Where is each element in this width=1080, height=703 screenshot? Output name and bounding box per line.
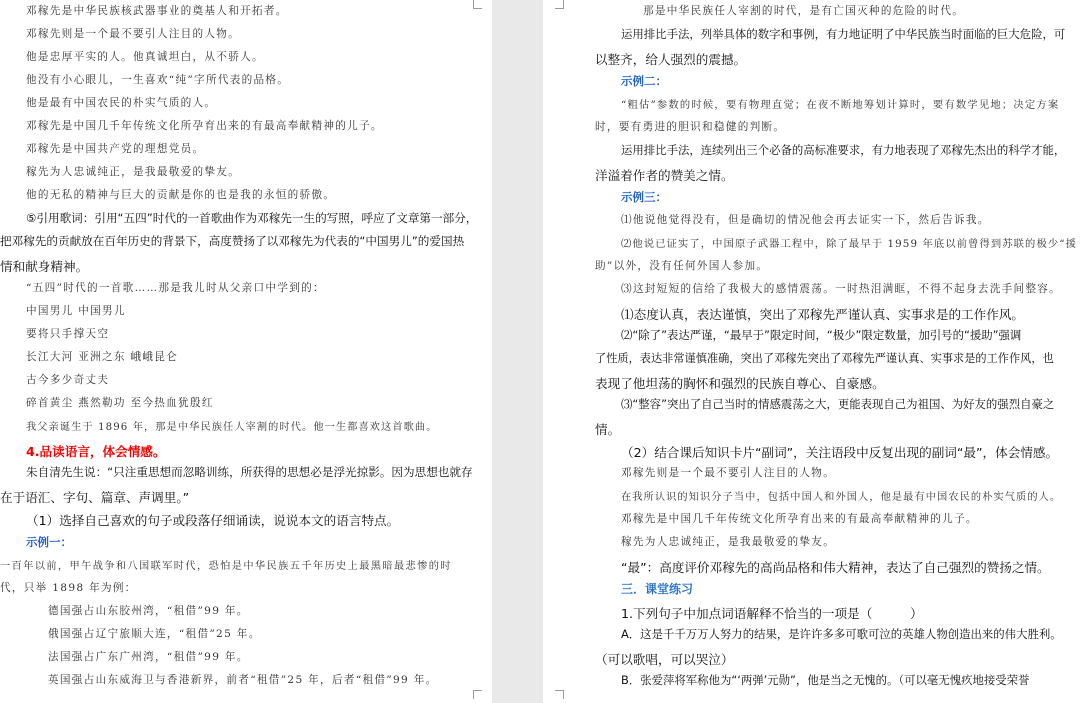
option-line: B．张爱萍将军称他为“‘两弹’元勋”，他是当之无愧的。（可以毫无愧疚地接受荣誉: [621, 673, 1030, 687]
body-paragraph-line: “最”：高度评价邓稼先的高尚品格和伟大精神，表达了自己强烈的赞扬之情。: [621, 560, 1050, 575]
quote-line: 邓稼先是中国几千年传统文化所孕育出来的有最高奉献精神的儿子。: [621, 513, 978, 525]
list-line: 法国强占广东广州湾，“租借”99 年。: [48, 651, 249, 663]
quote-line: 一百年以前，甲午战争和八国联军时代，恐怕是中华民族五千年历史上最黑暗最悲惨的时: [0, 561, 452, 572]
list-line: 英国强占山东威海卫与香港新界，前者“租借”25 年，后者“租借”99 年。: [48, 674, 438, 686]
body-paragraph-line: （1）选择自己喜欢的句子或段落仔细诵读，说说本文的语言特点。: [26, 513, 400, 528]
page-corner-mark: [473, 690, 482, 699]
quote-line: ⑵他说已证实了，中国原子武器工程中，除了最早于 1959 年底以前曾得到苏联的极少“援: [621, 238, 1078, 250]
quote-line: 我父亲诞生于 1896 年，那是中华民族任人宰割的时代。他一生都喜欢这首歌曲。: [26, 422, 438, 433]
list-line: 俄国强占辽宁旅顺大连，“租借”25 年。: [48, 628, 261, 640]
example-label: 示例一：: [26, 535, 72, 549]
body-paragraph-line: 运用排比手法，列举具体的数字和事例，有力地证明了中华民族当时面临的巨大危险，可: [621, 27, 1066, 41]
quote-line: 稼先为人忠诚纯正，是我最敬爱的挚友。: [621, 536, 836, 548]
analysis-line: ⑵“除了”表达严谨，“最早于”限定时间，“极少”限定数量，加引号的“援助”强调: [621, 328, 1022, 342]
quote-line: 邓稼先是中国几千年传统文化所孕育出来的有最高奉献精神的儿子。: [26, 120, 383, 132]
lyric-line: 古今多少奇丈夫: [26, 374, 110, 386]
quote-line: 时，要有勇进的胆识和稳健的判断。: [595, 121, 786, 133]
lyric-line: 碎首黄尘 燕然勒功 至今热血犹殷红: [26, 397, 214, 409]
left-document-page: [0, 0, 492, 703]
quote-line: 他没有小心眼儿，一生喜欢“纯”字所代表的品格。: [26, 74, 290, 86]
option-line: A．这是千千万万人努力的结果，是许许多多可歌可泣的英雄人物创造出来的伟大胜利。: [621, 627, 1062, 641]
quote-line: 邓稼先是中华民族核武器事业的奠基人和开拓者。: [26, 5, 288, 17]
lyric-line: 要将只手撑天空: [26, 328, 110, 340]
quote-line: ⑴他说他觉得没有，但是确切的情况他会再去证实一下，然后告诉我。: [621, 214, 990, 226]
quote-line: 那是中华民族任人宰割的时代，是有亡国灭种的危险的时代。: [643, 5, 965, 17]
list-line: 德国强占山东胶州湾，“租借”99 年。: [48, 605, 249, 617]
quote-line: 助”以外，没有任何外国人参加。: [595, 260, 769, 272]
section-heading: 4.品读语言，体会情感。: [26, 444, 166, 459]
page-corner-mark: [555, 690, 564, 699]
body-paragraph-line: 把邓稼先的贡献放在百年历史的背景下，高度赞扬了以邓稼先为代表的“中国男儿”的爱国热: [0, 234, 465, 248]
page-corner-mark: [555, 0, 564, 9]
lyric-line: 中国男儿 中国男儿: [26, 305, 126, 317]
quote-line: 稼先为人忠诚纯正，是我最敬爱的挚友。: [26, 166, 241, 178]
analysis-line: 表现了他坦荡的胸怀和强烈的民族自尊心、自豪感。: [595, 376, 885, 391]
body-paragraph-line: 朱自清先生说：“只注重思想而忽略训练，所获得的思想必是浮光掠影。因为思想也就存: [26, 465, 473, 479]
quote-line: 在我所认识的知识分子当中，包括中国人和外国人，他是最有中国农民的朴实气质的人。: [621, 492, 1062, 503]
body-paragraph-line: ⑤引用歌词：引用“五四”时代的一首歌曲作为邓稼先一生的写照，呼应了文章第一部分，: [26, 211, 478, 225]
section-heading: 三．课堂练习: [621, 582, 694, 596]
analysis-line: 了性质，表达非常谨慎准确，突出了邓稼先突出了邓稼先严谨认真、实事求是的工作作风，也: [595, 352, 1054, 365]
analysis-line: ⑶“整容”突出了自己当时的情感震荡之大，更能表现自己为祖国、为好友的强烈自豪之: [621, 397, 1055, 411]
quote-line: 他是最有中国农民的朴实气质的人。: [26, 97, 217, 109]
body-paragraph-line: 情和献身精神。: [0, 259, 89, 274]
example-label: 示例二：: [621, 74, 667, 88]
quote-line: 他是忠厚平实的人。他真诚坦白，从不骄人。: [26, 51, 264, 63]
body-paragraph-line: 以整齐，给人强烈的震撼。: [595, 52, 747, 67]
example-label: 示例三：: [621, 190, 667, 204]
body-paragraph-line: 洋溢着作者的赞美之情。: [595, 168, 734, 183]
body-paragraph-line: （2）结合课后知识卡片“副词”，关注语段中反复出现的副词“最”，体会情感。: [621, 445, 1059, 460]
quote-line: 他的无私的精神与巨大的贡献是你的也是我的永恒的骄傲。: [26, 189, 336, 201]
page-corner-mark: [473, 0, 482, 9]
quote-line: ⑶这封短短的信给了我极大的感情震荡。一时热泪满眶，不得不起身去洗手间整容。: [621, 283, 1062, 295]
question-line: 1.下列句子中加点词语解释不恰当的一项是（ ）: [621, 606, 923, 621]
quote-line: 代，只举 1898 年为例：: [0, 582, 137, 594]
right-document-page: [543, 0, 1080, 703]
quote-line: “粗估”参数的时候，要有物理直觉；在夜不断地筹划计算时，要有数学见地；决定方案: [621, 99, 1060, 111]
option-line: （可以歌唱，可以哭泣）: [595, 652, 734, 667]
quote-line: 邓稼先则是一个最不要引人注目的人物。: [621, 467, 836, 479]
analysis-line: 情。: [595, 422, 621, 437]
analysis-line: ⑴态度认真，表达谨慎，突出了邓稼先严谨认真、实事求是的工作作风。: [621, 307, 1024, 322]
quote-line: “五四”时代的一首歌……那是我儿时从父亲口中学到的：: [26, 282, 325, 294]
body-paragraph-line: 运用排比手法，连续列出三个必备的高标准要求，有力地表现了邓稼先杰出的科学才能，: [621, 143, 1066, 157]
quote-line: 邓稼先是中国共产党的理想党员。: [26, 143, 205, 155]
body-paragraph-line: 在于语汇、字句、篇章、声调里。”: [0, 490, 190, 505]
quote-line: 邓稼先则是一个最不要引人注目的人物。: [26, 28, 241, 40]
lyric-line: 长江大河 亚洲之东 峨峨昆仑: [26, 351, 179, 363]
